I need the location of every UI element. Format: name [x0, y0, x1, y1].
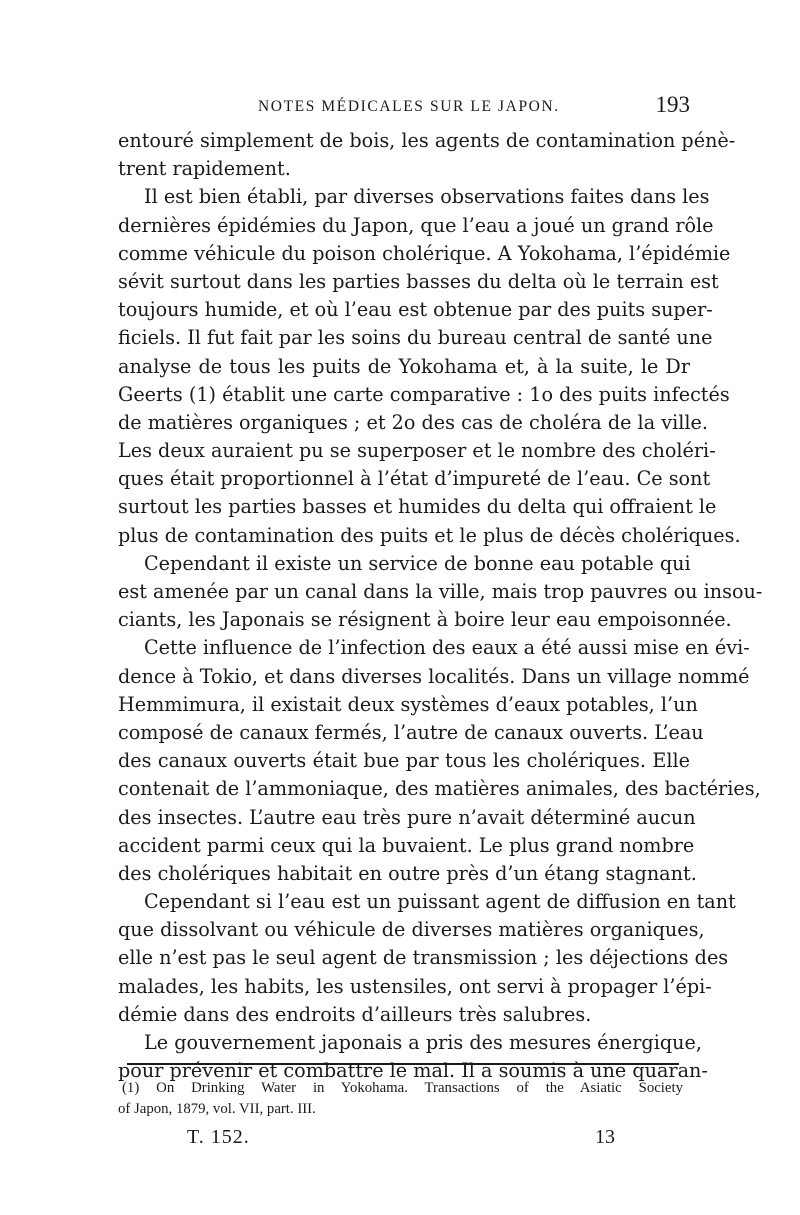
text-line: plus de contamination des puits et le plus de décès cholériques. — [118, 523, 741, 547]
footnote-line: of Japon, 1879, vol. VII, part. III. — [118, 1101, 316, 1117]
text-line: ciants, les Japonais se résignent à boire leur eau empoisonnée. — [118, 608, 732, 632]
text-line: est amenée par un canal dans la ville, mais trop pauvres ou insou- — [118, 580, 763, 603]
text-line: pour prévenir et combattre le mal. Il a soumis à une quaran- — [118, 1059, 708, 1083]
running-header — [118, 92, 690, 122]
text-line: contenait de l’ammoniaque, des matières animales, des bactéries, — [118, 777, 761, 801]
text-line: Hemmimura, il existait deux systèmes d’eaux potables, l’un — [118, 692, 698, 716]
text-line: elle n’est pas le seul agent de transmission ; les déjections des — [118, 946, 729, 970]
text-line: des insectes. L’autre eau très pure n’avait déterminé aucun — [118, 805, 696, 829]
text-line: malades, les habits, les ustensiles, ont servi à propager l’épi- — [118, 974, 712, 998]
text-line: analyse de tous les puits de Yokohama et, à la suite, le Dr — [118, 354, 690, 378]
body-text — [118, 127, 763, 1085]
text-line: des cholériques habitait en outre près d’un étang stagnant. — [118, 861, 697, 885]
text-line: Les deux auraient pu se superposer et le nombre des choléri- — [118, 439, 716, 463]
text-line: de matières organiques ; et 2o des cas de choléra de la ville. — [118, 410, 708, 434]
text-line: entouré simplement de bois, les agents de contamination pénè- — [118, 129, 736, 152]
text-line: accident parmi ceux qui la buvaient. Le plus grand nombre — [118, 833, 695, 857]
printer-signature: T. 152. — [187, 1126, 250, 1148]
running-title: NOTES MÉDICALES SUR LE JAPON. — [258, 98, 560, 115]
text-line: Le gouvernement japonais a pris des mesures énergique, — [144, 1031, 702, 1054]
text-line: trent rapidement. — [118, 157, 291, 181]
page-number: 193 — [655, 92, 690, 117]
text-line: Cependant il existe un service de bonne eau potable qui — [144, 551, 691, 575]
text-line: Il est bien établi, par diverses observations faites dans les — [144, 185, 710, 209]
footnote-line: (1) On Drinking Water in Yokohama. Transactions of the Asiatic Society — [122, 1080, 683, 1096]
text-line: ficiels. Il fut fait par les soins du bureau central de santé une — [118, 326, 713, 350]
text-line: Geerts (1) établit une carte comparative : 1o des puits infectés — [118, 382, 730, 406]
text-line: Cette influence de l’infection des eaux a été aussi mise en évi- — [144, 636, 750, 660]
text-line: Cependant si l’eau est un puissant agent de diffusion en tant — [144, 890, 736, 914]
text-line: dernières épidémies du Japon, que l’eau a joué un grand rôle — [118, 213, 714, 237]
footnote — [118, 1078, 683, 1120]
text-line: comme véhicule du poison cholérique. A Yokohama, l’épidémie — [118, 241, 731, 265]
text-line: sévit surtout dans les parties basses du delta où le terrain est — [118, 269, 719, 293]
text-line: dence à Tokio, et dans diverses localités. Dans un village nommé — [118, 664, 750, 688]
footnote-divider — [127, 1063, 679, 1065]
sheet-number: 13 — [595, 1126, 615, 1148]
text-line: des canaux ouverts était bue par tous les cholériques. Elle — [118, 749, 690, 773]
text-line: composé de canaux fermés, l’autre de canaux ouverts. L’eau — [118, 720, 704, 744]
text-line: ques était proportionnel à l’état d’impureté de l’eau. Ce sont — [118, 467, 711, 491]
text-line: toujours humide, et où l’eau est obtenue par des puits super- — [118, 298, 713, 322]
text-line: que dissolvant ou véhicule de diverses matières organiques, — [118, 918, 705, 942]
text-line: démie dans des endroits d’ailleurs très salubres. — [118, 1002, 592, 1026]
text-line: surtout les parties basses et humides du delta qui offraient le — [118, 495, 717, 519]
